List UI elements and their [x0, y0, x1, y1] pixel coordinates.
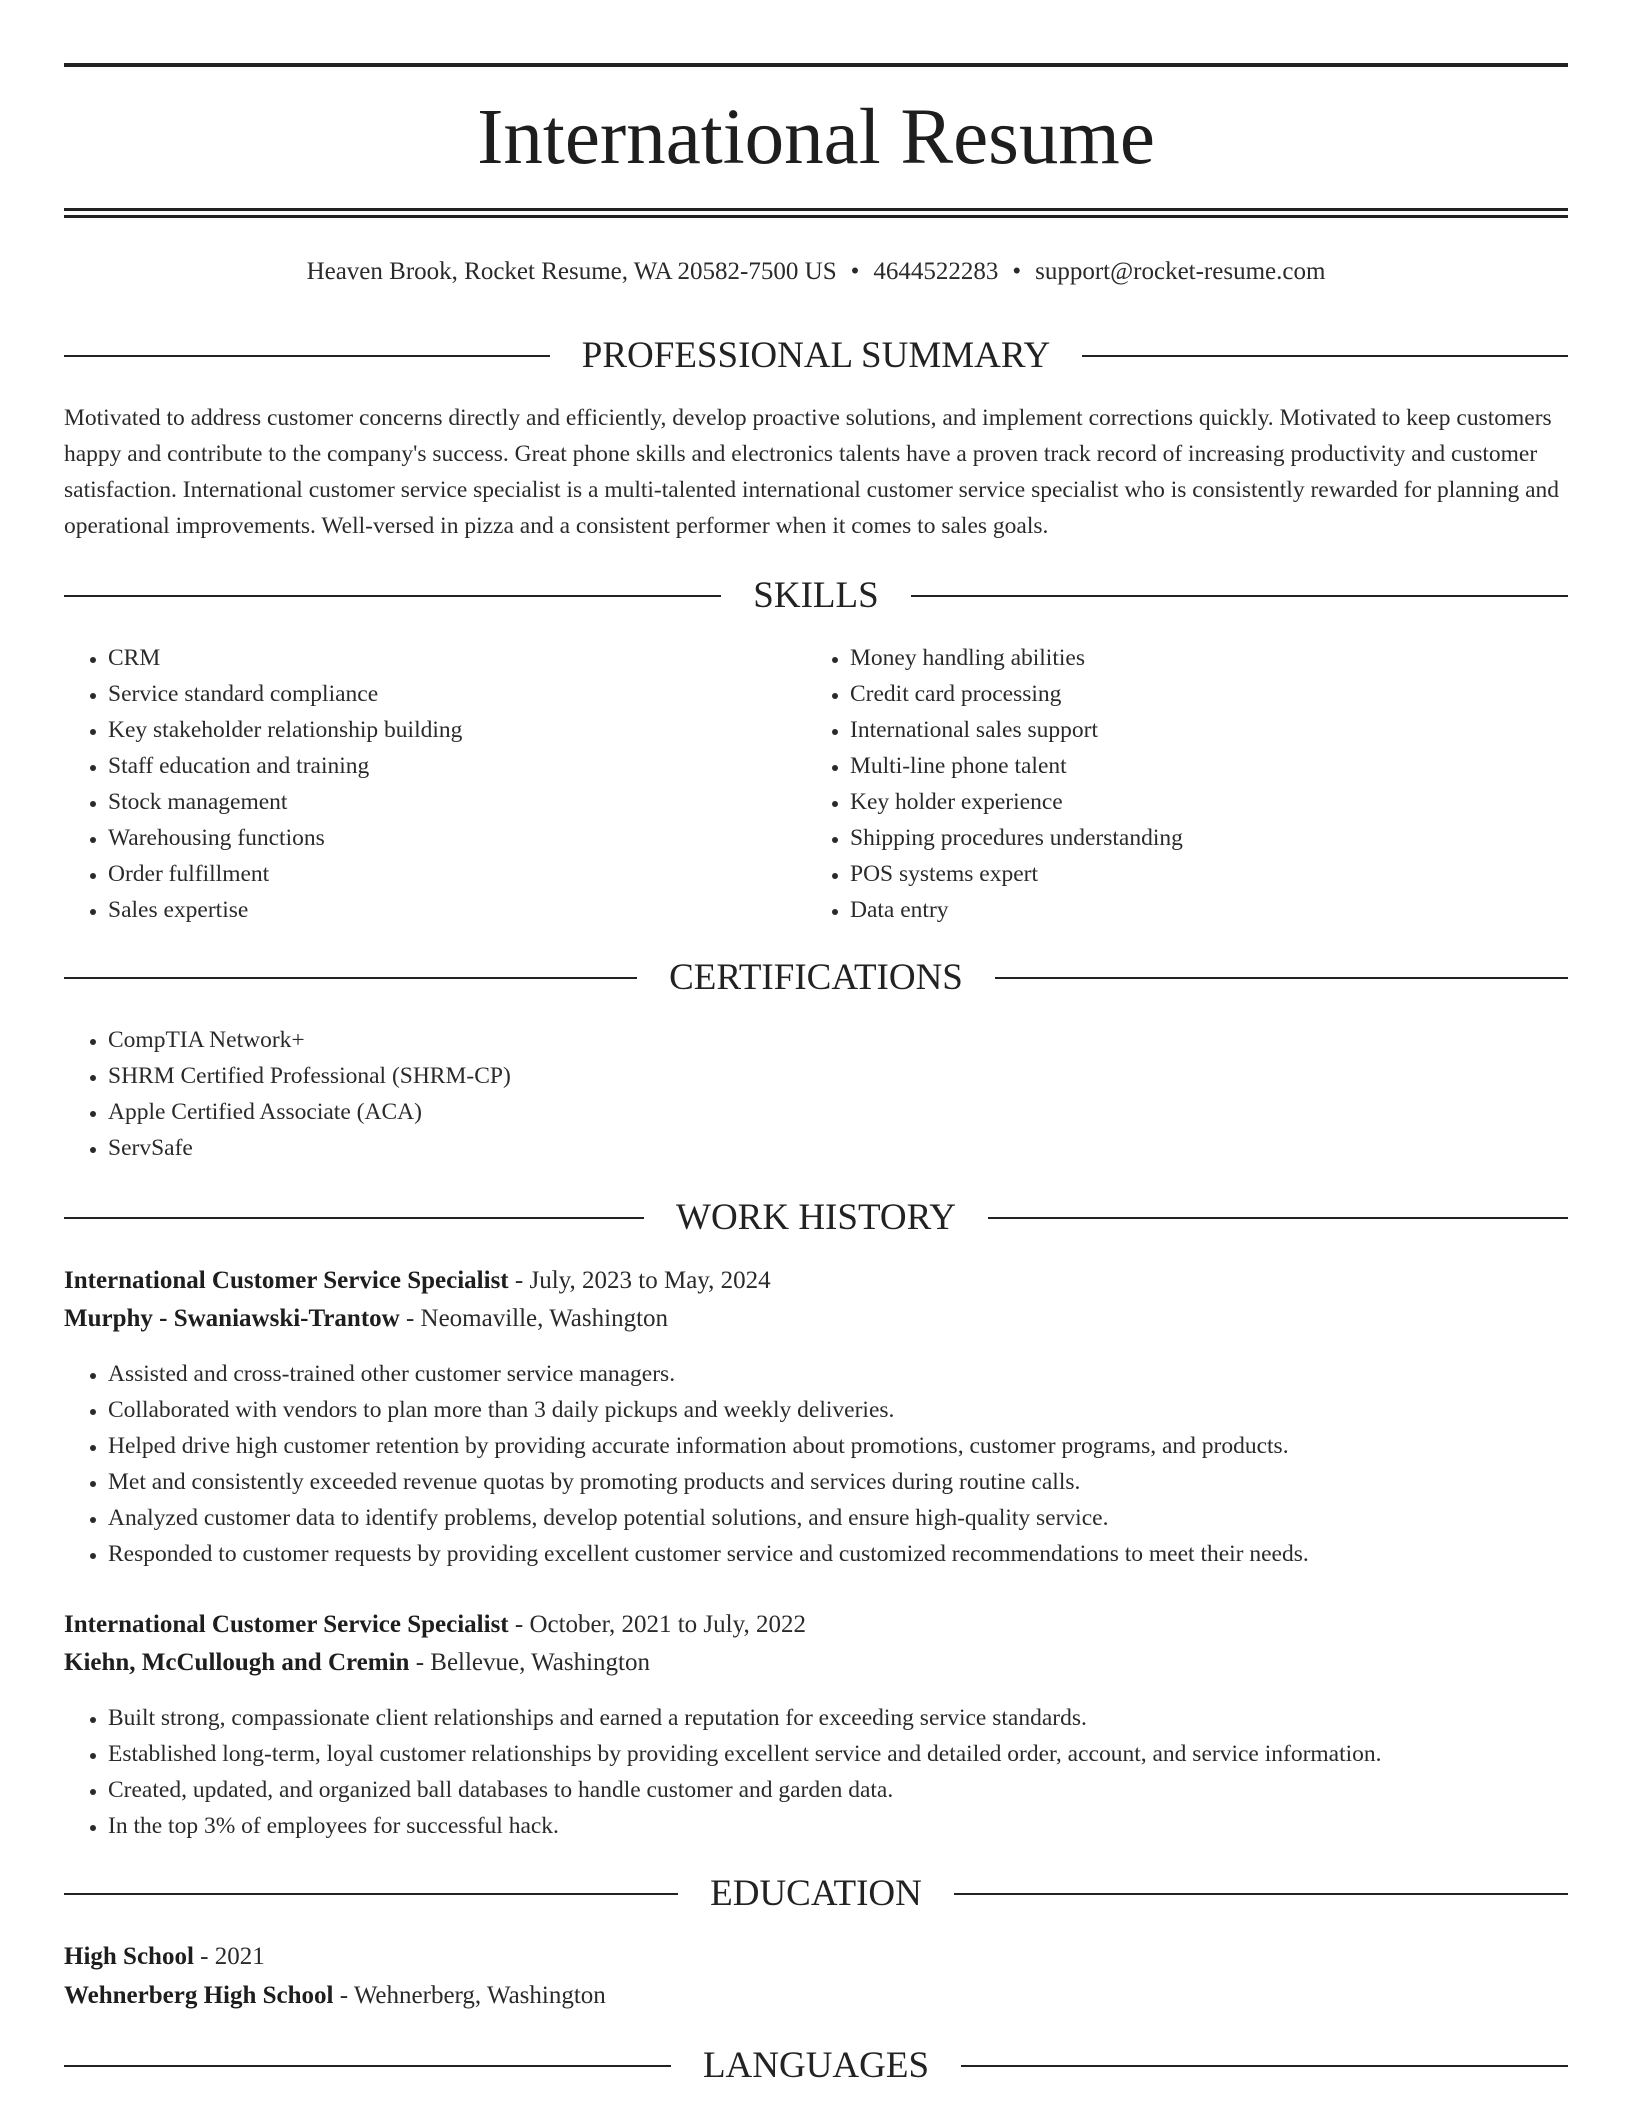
- list-item: • Data entry: [850, 892, 1550, 928]
- list-item: • Assisted and cross-trained other customer service managers.: [108, 1356, 1588, 1392]
- list-item: • In the top 3% of employees for successful hack.: [108, 1808, 1588, 1844]
- job-title-line: [64, 1606, 806, 1644]
- section-heading-work-history: [64, 1196, 1568, 1240]
- list-item: • Built strong, compassionate client relationships and earned a reputation for exceeding service standards.: [108, 1700, 1588, 1736]
- section-title: SKILLS: [721, 575, 910, 616]
- section-heading-summary: [64, 334, 1568, 378]
- list-item: • POS systems expert: [850, 856, 1550, 892]
- job-location: - Neomaville, Washington: [399, 1305, 669, 1332]
- list-item: • Order fulfillment: [108, 856, 808, 892]
- list-item: • Credit card processing: [850, 676, 1550, 712]
- skills-list-right: [806, 640, 1550, 928]
- education-school: Wehnerberg High School: [64, 1982, 334, 2009]
- section-heading-education: [64, 1872, 1568, 1916]
- list-item: • Helped drive high customer retention by providing accurate information about promotions, customer programs, and products.: [108, 1428, 1588, 1464]
- list-item: • Shipping procedures understanding: [850, 820, 1550, 856]
- education-year: - 2021: [193, 1943, 265, 1970]
- list-item: • Analyzed customer data to identify problems, develop potential solutions, and ensure high-quality service.: [108, 1500, 1588, 1536]
- section-title: CERTIFICATIONS: [637, 957, 995, 998]
- list-item: • Staff education and training: [108, 748, 808, 784]
- list-item: • Met and consistently exceeded revenue quotas by promoting products and services during routine calls.: [108, 1464, 1588, 1500]
- list-item: • CRM: [108, 640, 808, 676]
- list-item: • Collaborated with vendors to plan more than 3 daily pickups and weekly deliveries.: [108, 1392, 1588, 1428]
- list-item: • International sales support: [850, 712, 1550, 748]
- list-item: • Service standard compliance: [108, 676, 808, 712]
- list-item: • Key holder experience: [850, 784, 1550, 820]
- contact-separator: •: [850, 258, 860, 285]
- list-item: • Established long-term, loyal customer relationships by providing excellent service and detailed order, account, and service information.: [108, 1736, 1588, 1772]
- list-item: • SHRM Certified Professional (SHRM-CP): [108, 1058, 1508, 1094]
- list-item: • Sales expertise: [108, 892, 808, 928]
- education-degree-line: [64, 1938, 265, 1976]
- job-company: Murphy - Swaniawski-Trantow: [64, 1305, 400, 1332]
- list-item: • Multi-line phone talent: [850, 748, 1550, 784]
- list-item: • Created, updated, and organized ball databases to handle customer and garden data.: [108, 1772, 1588, 1808]
- section-heading-certifications: [64, 956, 1568, 1000]
- title-double-rule: [64, 208, 1568, 218]
- job-company-line: [64, 1644, 650, 1682]
- list-item: • ServSafe: [108, 1130, 1508, 1166]
- education-school-line: [64, 1977, 606, 2015]
- contact-line: [64, 256, 1568, 288]
- list-item: • Key stakeholder relationship building: [108, 712, 808, 748]
- job-title: International Customer Service Specialist: [64, 1611, 509, 1638]
- section-title: WORK HISTORY: [644, 1197, 988, 1238]
- education-location: - Wehnerberg, Washington: [333, 1982, 606, 2009]
- job-dates: - October, 2021 to July, 2022: [508, 1611, 806, 1638]
- section-title: PROFESSIONAL SUMMARY: [550, 335, 1082, 376]
- section-title: LANGUAGES: [671, 2045, 961, 2086]
- list-item: • Stock management: [108, 784, 808, 820]
- section-title: EDUCATION: [678, 1873, 954, 1914]
- contact-separator: •: [1012, 258, 1022, 285]
- skills-list-left: [64, 640, 808, 928]
- contact-address: Heaven Brook, Rocket Resume, WA 20582-7500 US: [306, 258, 837, 285]
- education-degree: High School: [64, 1943, 194, 1970]
- certifications-list: [64, 1022, 1508, 1166]
- section-heading-languages: [64, 2044, 1568, 2088]
- list-item: • Apple Certified Associate (ACA): [108, 1094, 1508, 1130]
- top-rule: [64, 63, 1568, 67]
- job-title: International Customer Service Specialist: [64, 1267, 509, 1294]
- job-location: - Bellevue, Washington: [409, 1649, 650, 1676]
- page-title: International Resume: [477, 94, 1155, 181]
- job-title-line: [64, 1262, 771, 1300]
- summary-paragraph: Motivated to address customer concerns directly and efficiently, develop proactive solutions, and implement corrections quickly. Motivated to keep customers happy and contribute to the company's success. Great phone skills and electronics talents have a proven track record of increasing productivity and customer satisfaction. International customer service specialist is a multi-talented international customer service specialist who is consistently rewarded for planning and operational improvements. Well-versed in pizza and a consistent performer when it comes to sales goals.: [64, 405, 1560, 539]
- job-company-line: [64, 1300, 668, 1338]
- list-item: • CompTIA Network+: [108, 1022, 1508, 1058]
- list-item: • Money handling abilities: [850, 640, 1550, 676]
- section-heading-skills: [64, 574, 1568, 618]
- contact-email: support@rocket-resume.com: [1035, 258, 1326, 285]
- list-item: • Responded to customer requests by providing excellent customer service and customized recommendations to meet their needs.: [108, 1536, 1588, 1572]
- job-company: Kiehn, McCullough and Cremin: [64, 1649, 410, 1676]
- contact-phone: 4644522283: [873, 258, 999, 285]
- job-dates: - July, 2023 to May, 2024: [508, 1267, 771, 1294]
- list-item: • Warehousing functions: [108, 820, 808, 856]
- job-bullets: [64, 1700, 1588, 1844]
- job-bullets: [64, 1356, 1588, 1572]
